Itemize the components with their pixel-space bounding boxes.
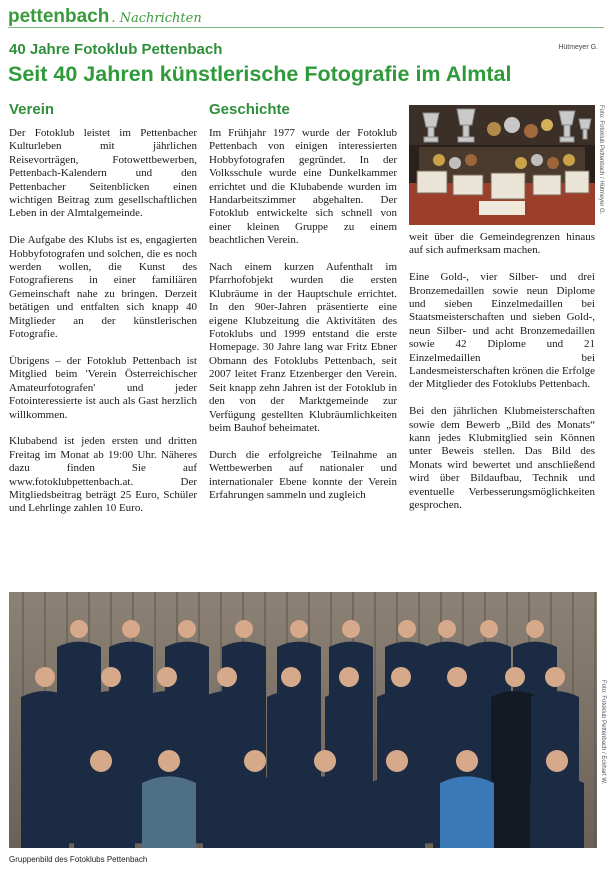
column-verein — [9, 127, 197, 529]
paragraph: Nach einem kurzen Aufenthalt im Pfarrhofobjekt wurden die ersten Klubräume in der Hauptschule errichtet. In den 90er-Jahren präsentierte eine eigene Klubzeitung die Aktivitäten des Fotoklubs und 1999 entstand die erste Homepage. 30 Jahre lang war Fritz Ebner Obmann des Fotoklubs Pettenbach, seit 2007 leitet Franz Etzenberger den Verein. Seit knapp zehn Jahren ist der Fotoklub in den von der Marktgemeinde zur Verfügung gestellten Klubräumlichkeiten beim Bauhof beheimatet. — [209, 261, 397, 434]
trophies-illustration — [409, 105, 595, 225]
paragraph: Durch die erfolgreiche Teilnahme an Wettbewerben auf nationaler und internationaler Ebene konnte der Verein Erfahrungen sammeln und zugleich — [209, 448, 397, 501]
paragraph: Die Aufgabe des Klubs ist es, engagierten Hobbyfotografen und solchen, die es noch werden wollen, die Kunst des Fotografierens in einer familiären Gemeinschaft nahe zu bringen. Derzeit betätigen und entfalten sich knapp 40 Mitglieder an der künstlerischen Fotografie. — [9, 234, 197, 341]
photo-credit-trophies — [594, 105, 606, 225]
section-heading-verein: Verein — [9, 101, 55, 118]
column-geschichte — [209, 127, 397, 516]
paragraph: Bei den jährlichen Klubmeisterschaften sowie dem Bewerb „Bild des Monats“ kann jedes Klubmitglied sein Können unter Beweis stellen. Das Bild des Monats wird bewertet und anschließend wird über Bildaufbau, Technik und eventuelle Verbesserungsmöglichkeiten gesprochen. — [409, 405, 595, 512]
credit-text: Foto: Fotoklub Pettenbach / Eckhart W. — [600, 680, 606, 785]
paragraph: Eine Gold-, vier Silber- und drei Bronzemedaillen sowie neun Diplome und sieben Einzelmedaillen bei Staatsmeisterschaften und sieben Gold-, neun Silber- und acht Bronzemedaillen sowie 42 Diplome und 21 Einzelmedaillen bei Landesmeisterschaften krönen die Erfolge der Mitglieder des Fotoklubs Pettenbach. — [409, 271, 596, 391]
logo-subtitle: . Nachrichten — [111, 11, 202, 26]
group-photo-illustration — [9, 592, 597, 848]
paragraph: Im Frühjahr 1977 wurde der Fotoklub Pettenbach von einigen interessierten Hobbyfotografen gegründet. In der Volksschule wurde eine Dunkelkammer errichtet und die Klubabende wurden im Handarbeitszimmer abgehalten. Der Fotoklub entwickelte sich schnell von einer kleinen Gruppe zu einem beachtlichen Verein. — [209, 127, 397, 247]
paragraph: Übrigens – der Fotoklub Pettenbach ist Mitglied beim 'Verein Österreichischer Amateurfotografen' und jeder Fotointeressierte ist auch als Gast herzlich willkommen. — [9, 354, 197, 421]
article-headline: Seit 40 Jahren künstlerische Fotografie im Almtal — [8, 62, 512, 86]
paragraph: weit über die Gemeindegrenzen hinaus auf sich aufmerksam machen. — [409, 231, 595, 257]
paragraph: Der Fotoklub leistet im Pettenbacher Kulturleben mit jährlichen Reisevorträgen, Fotowettbewerben, Pettenbach-Kalendern und den Pettenbacher Seitenblicken einen wichtigen Beitrag zum gesellschaftlichen Leben in der Almtalgemeinde. — [9, 127, 197, 220]
logo-name: pettenbach — [8, 6, 110, 27]
credit-text: Foto: Fotoklub Pettenbach / Hütmeyer G. — [598, 105, 604, 215]
group-photo — [9, 592, 597, 848]
section-heading-geschichte: Geschichte — [209, 101, 290, 118]
photo-credit-group — [596, 680, 608, 850]
photo-caption: Gruppenbild des Fotoklubs Pettenbach — [9, 855, 148, 864]
article-author: Hütmeyer G. — [558, 44, 598, 51]
masthead-rule — [8, 27, 604, 28]
article-kicker: 40 Jahre Fotoklub Pettenbach — [9, 41, 223, 58]
column-erfolge — [409, 231, 595, 526]
paragraph: Klubabend ist jeden ersten und dritten Freitag im Monat ab 19:00 Uhr. Näheres dazu finden Sie auf www.fotoklubpettenbach.at. Der Mitgliedsbeitrag beträgt 25 Euro, Schüler und Lehrlinge zahlen 10 Euro. — [9, 435, 197, 515]
trophies-photo — [409, 105, 595, 225]
newsletter-logo — [8, 6, 202, 28]
